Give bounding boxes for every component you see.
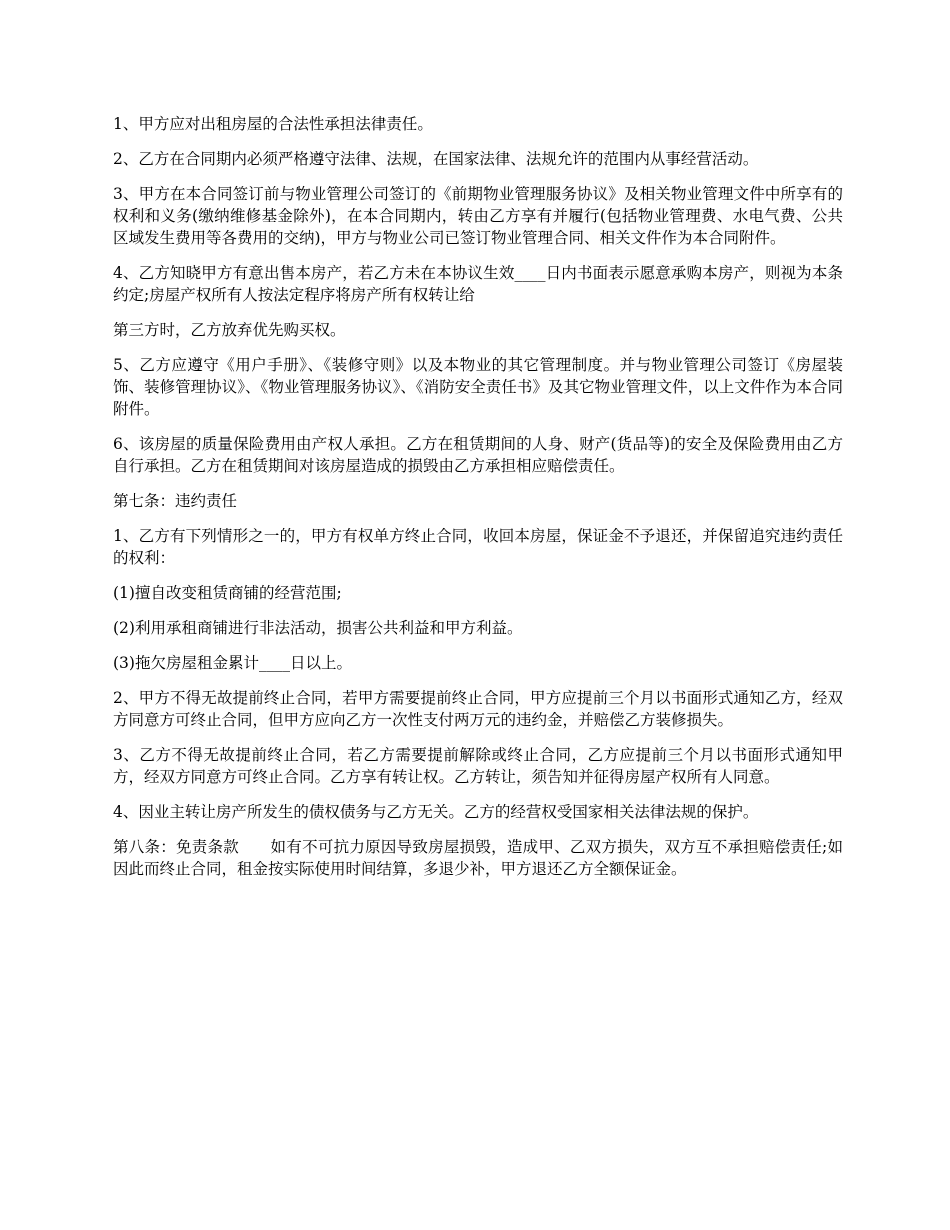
article-7-item-3: 3、乙方不得无故提前终止合同，若乙方需要提前解除或终止合同，乙方应提前三个月以书面形式通知甲方，经双方同意方可终止合同。乙方享有转让权。乙方转让，须告知并征得房屋产权所有人同意。: [113, 746, 843, 786]
document-page: [113, 113, 843, 893]
clause-2-compliance: 2、乙方在合同期内必须严格遵守法律、法规，在国家法律、法规允许的范围内从事经营活动。: [113, 150, 759, 168]
article-7-heading: 第七条：违约责任: [113, 492, 238, 510]
clause-3-property-management: 3、甲方在本合同签订前与物业管理公司签订的《前期物业管理服务协议》及相关物业管理文件中所享有的权利和义务(缴纳维修基金除外)，在本合同期内，转由乙方享有并履行(包括物业管理费、水电气费、公共区域发生费用等各费用的交纳)，甲方与物业公司已签订物业管理合同、相关文件作为本合同附件。: [113, 185, 843, 247]
article-7-item-2: 2、甲方不得无故提前终止合同，若甲方需要提前终止合同，甲方应提前三个月以书面形式通知乙方，经双方同意方可终止合同，但甲方应向乙方一次性支付两万元的违约金，并赔偿乙方装修损失。: [113, 689, 843, 729]
article-7-subitem-3: (3)拖欠房屋租金累计____日以上。: [113, 654, 352, 672]
clause-1-legality: 1、甲方应对出租房屋的合法性承担法律责任。: [113, 115, 433, 133]
clause-4-continuation: 第三方时，乙方放弃优先购买权。: [113, 321, 346, 339]
article-7-subitem-2: (2)利用承租商铺进行非法活动，损害公共利益和甲方利益。: [113, 619, 523, 637]
article-8-exemption: 第八条：免责条款 如有不可抗力原因导致房屋损毁，造成甲、乙双方损失，双方互不承担赔偿责任;如因此而终止合同，租金按实际使用时间结算，多退少补，甲方退还乙方全额保证金。: [113, 838, 843, 878]
clause-6-insurance: 6、该房屋的质量保险费用由产权人承担。乙方在租赁期间的人身、财产(货品等)的安全及保险费用由乙方自行承担。乙方在租赁期间对该房屋造成的损毁由乙方承担相应赔偿责任。: [113, 435, 843, 475]
clause-5-rules: 5、乙方应遵守《用户手册》、《装修守则》以及本物业的其它管理制度。并与物业管理公司签订《房屋装饰、装修管理协议》、《物业管理服务协议》、《消防安全责任书》及其它物业管理文件，以上文件作为本合同附件。: [113, 356, 843, 418]
article-7-subitem-1: (1)擅自改变租赁商铺的经营范围;: [113, 584, 342, 602]
article-7-item-4: 4、因业主转让房产所发生的债权债务与乙方无关。乙方的经营权受国家相关法律法规的保护。: [113, 803, 759, 821]
clause-4-sale-notice: 4、乙方知晓甲方有意出售本房产，若乙方未在本协议生效____日内书面表示愿意承购本房产，则视为本条约定;房屋产权所有人按法定程序将房产所有权转让给: [113, 264, 843, 304]
article-7-item-1: 1、乙方有下列情形之一的，甲方有权单方终止合同，收回本房屋，保证金不予退还，并保留追究违约责任的权利：: [113, 527, 843, 567]
